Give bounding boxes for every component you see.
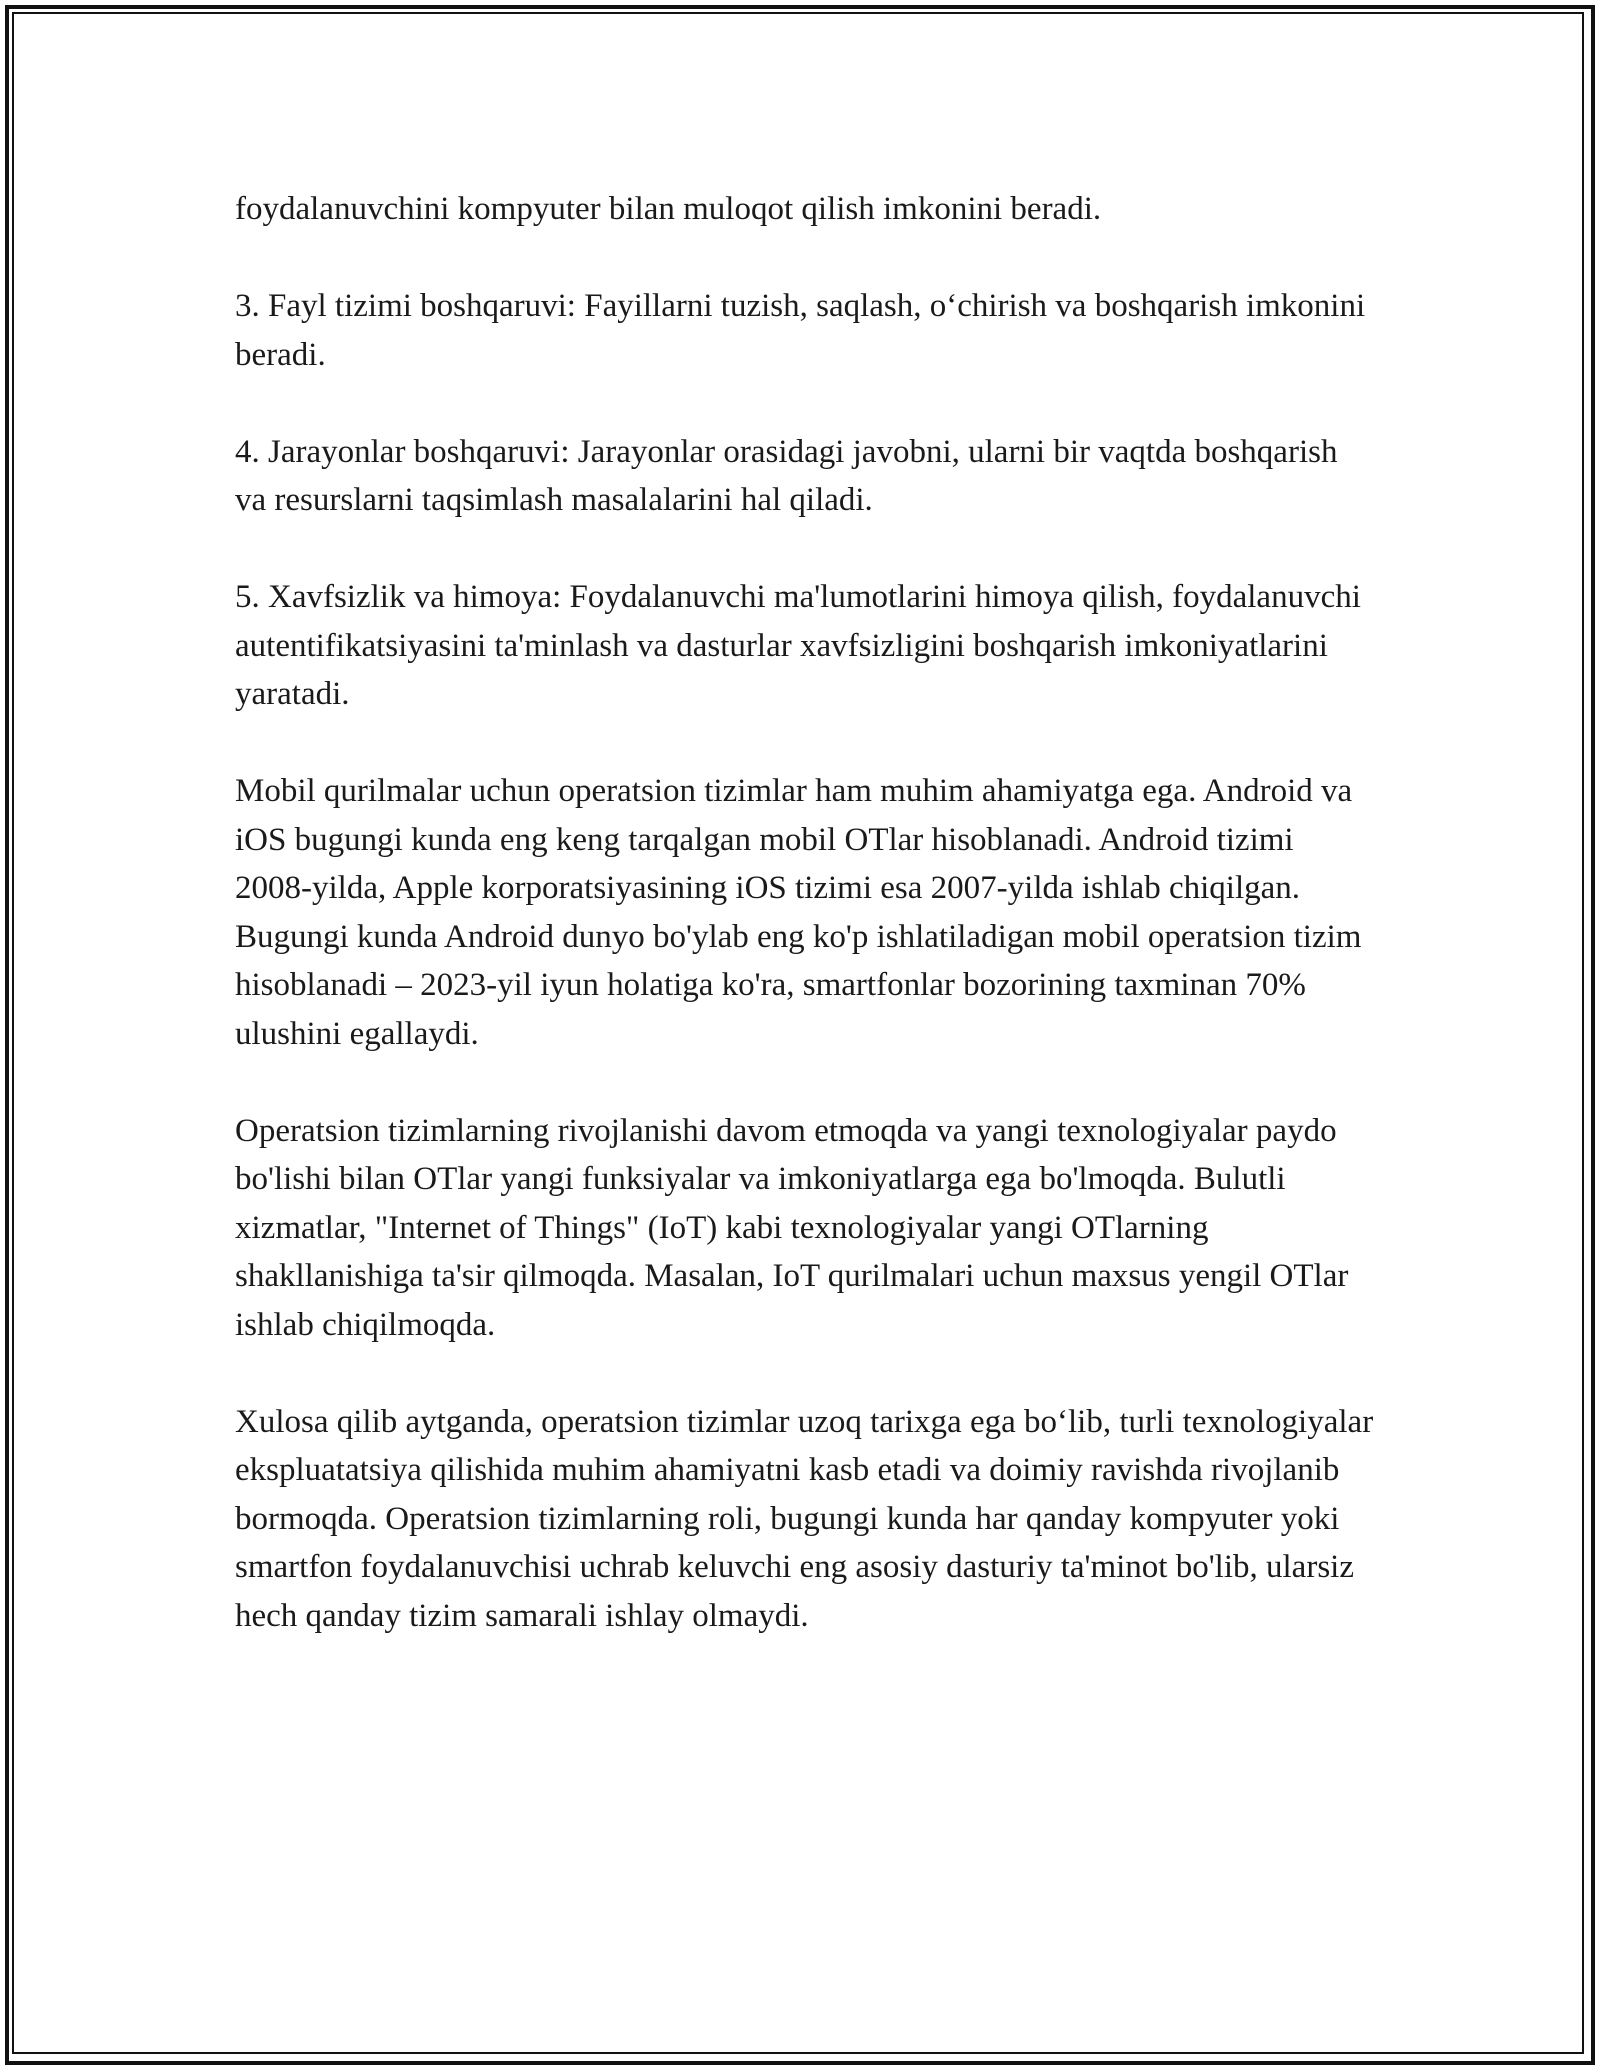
paragraph-intro-continuation: foydalanuvchini kompyuter bilan muloqot qilish imkonini beradi. (235, 191, 1102, 227)
paragraph-os-development: Operatsion tizimlarning rivojlanishi davom etmoqda va yangi texnologiyalar paydo bo'lishi bilan OTlar yangi funksiyalar va imkoniyatlarga ega bo'lmoqda. Bulutli xizmatlar, "Internet of Things" (IoT) kabi texnologiyalar yangi OTlarning shakllanishiga ta'sir qilmoqda. Masalan, IoT qurilmalari uchun maxsus yengil OTlar ishlab chiqilmoqda. (235, 1112, 1349, 1343)
document-body (235, 185, 1375, 1689)
paragraph-mobile-os: Mobil qurilmalar uchun operatsion tizimlar ham muhim ahamiyatga ega. Android va iOS bugungi kunda eng keng tarqalgan mobil OTlar hisoblanadi. Android tizimi 2008-yilda, Apple korporatsiyasining iOS tizimi esa 2007-yilda ishlab chiqilgan. Bugungi kunda Android dunyo bo'ylab eng ko'p ishlatiladigan mobil operatsion tizim hisoblanadi – 2023-yil iyun holatiga ko'ra, smartfonlar bozorining taxminan 70% ulushini egallaydi. (235, 773, 1362, 1052)
paragraph-file-system: 3. Fayl tizimi boshqaruvi: Fayillarni tuzish, saqlash, o‘chirish va boshqarish imkonini beradi. (235, 288, 1366, 373)
paragraph-security: 5. Xavfsizlik va himoya: Foydalanuvchi ma'lumotlarini himoya qilish, foydalanuvchi autentifikatsiyasini ta'minlash va dasturlar xavfsizligini boshqarish imkoniyatlarini yaratadi. (235, 579, 1361, 712)
paragraph-conclusion: Xulosa qilib aytganda, operatsion tizimlar uzoq tarixga ega bo‘lib, turli texnologiyalar ekspluatatsiya qilishida muhim ahamiyatni kasb etadi va doimiy ravishda rivojlanib bormoqda. Operatsion tizimlarning roli, bugungi kunda har qanday kompyuter yoki smartfon foydalanuvchisi uchrab keluvchi eng asosiy dasturiy ta'minot bo'lib, ularsiz hech qanday tizim samarali ishlay olmaydi. (235, 1403, 1374, 1634)
paragraph-process-management: 4. Jarayonlar boshqaruvi: Jarayonlar orasidagi javobni, ularni bir vaqtda boshqarish va resurslarni taqsimlash masalalarini hal qiladi. (235, 433, 1338, 518)
